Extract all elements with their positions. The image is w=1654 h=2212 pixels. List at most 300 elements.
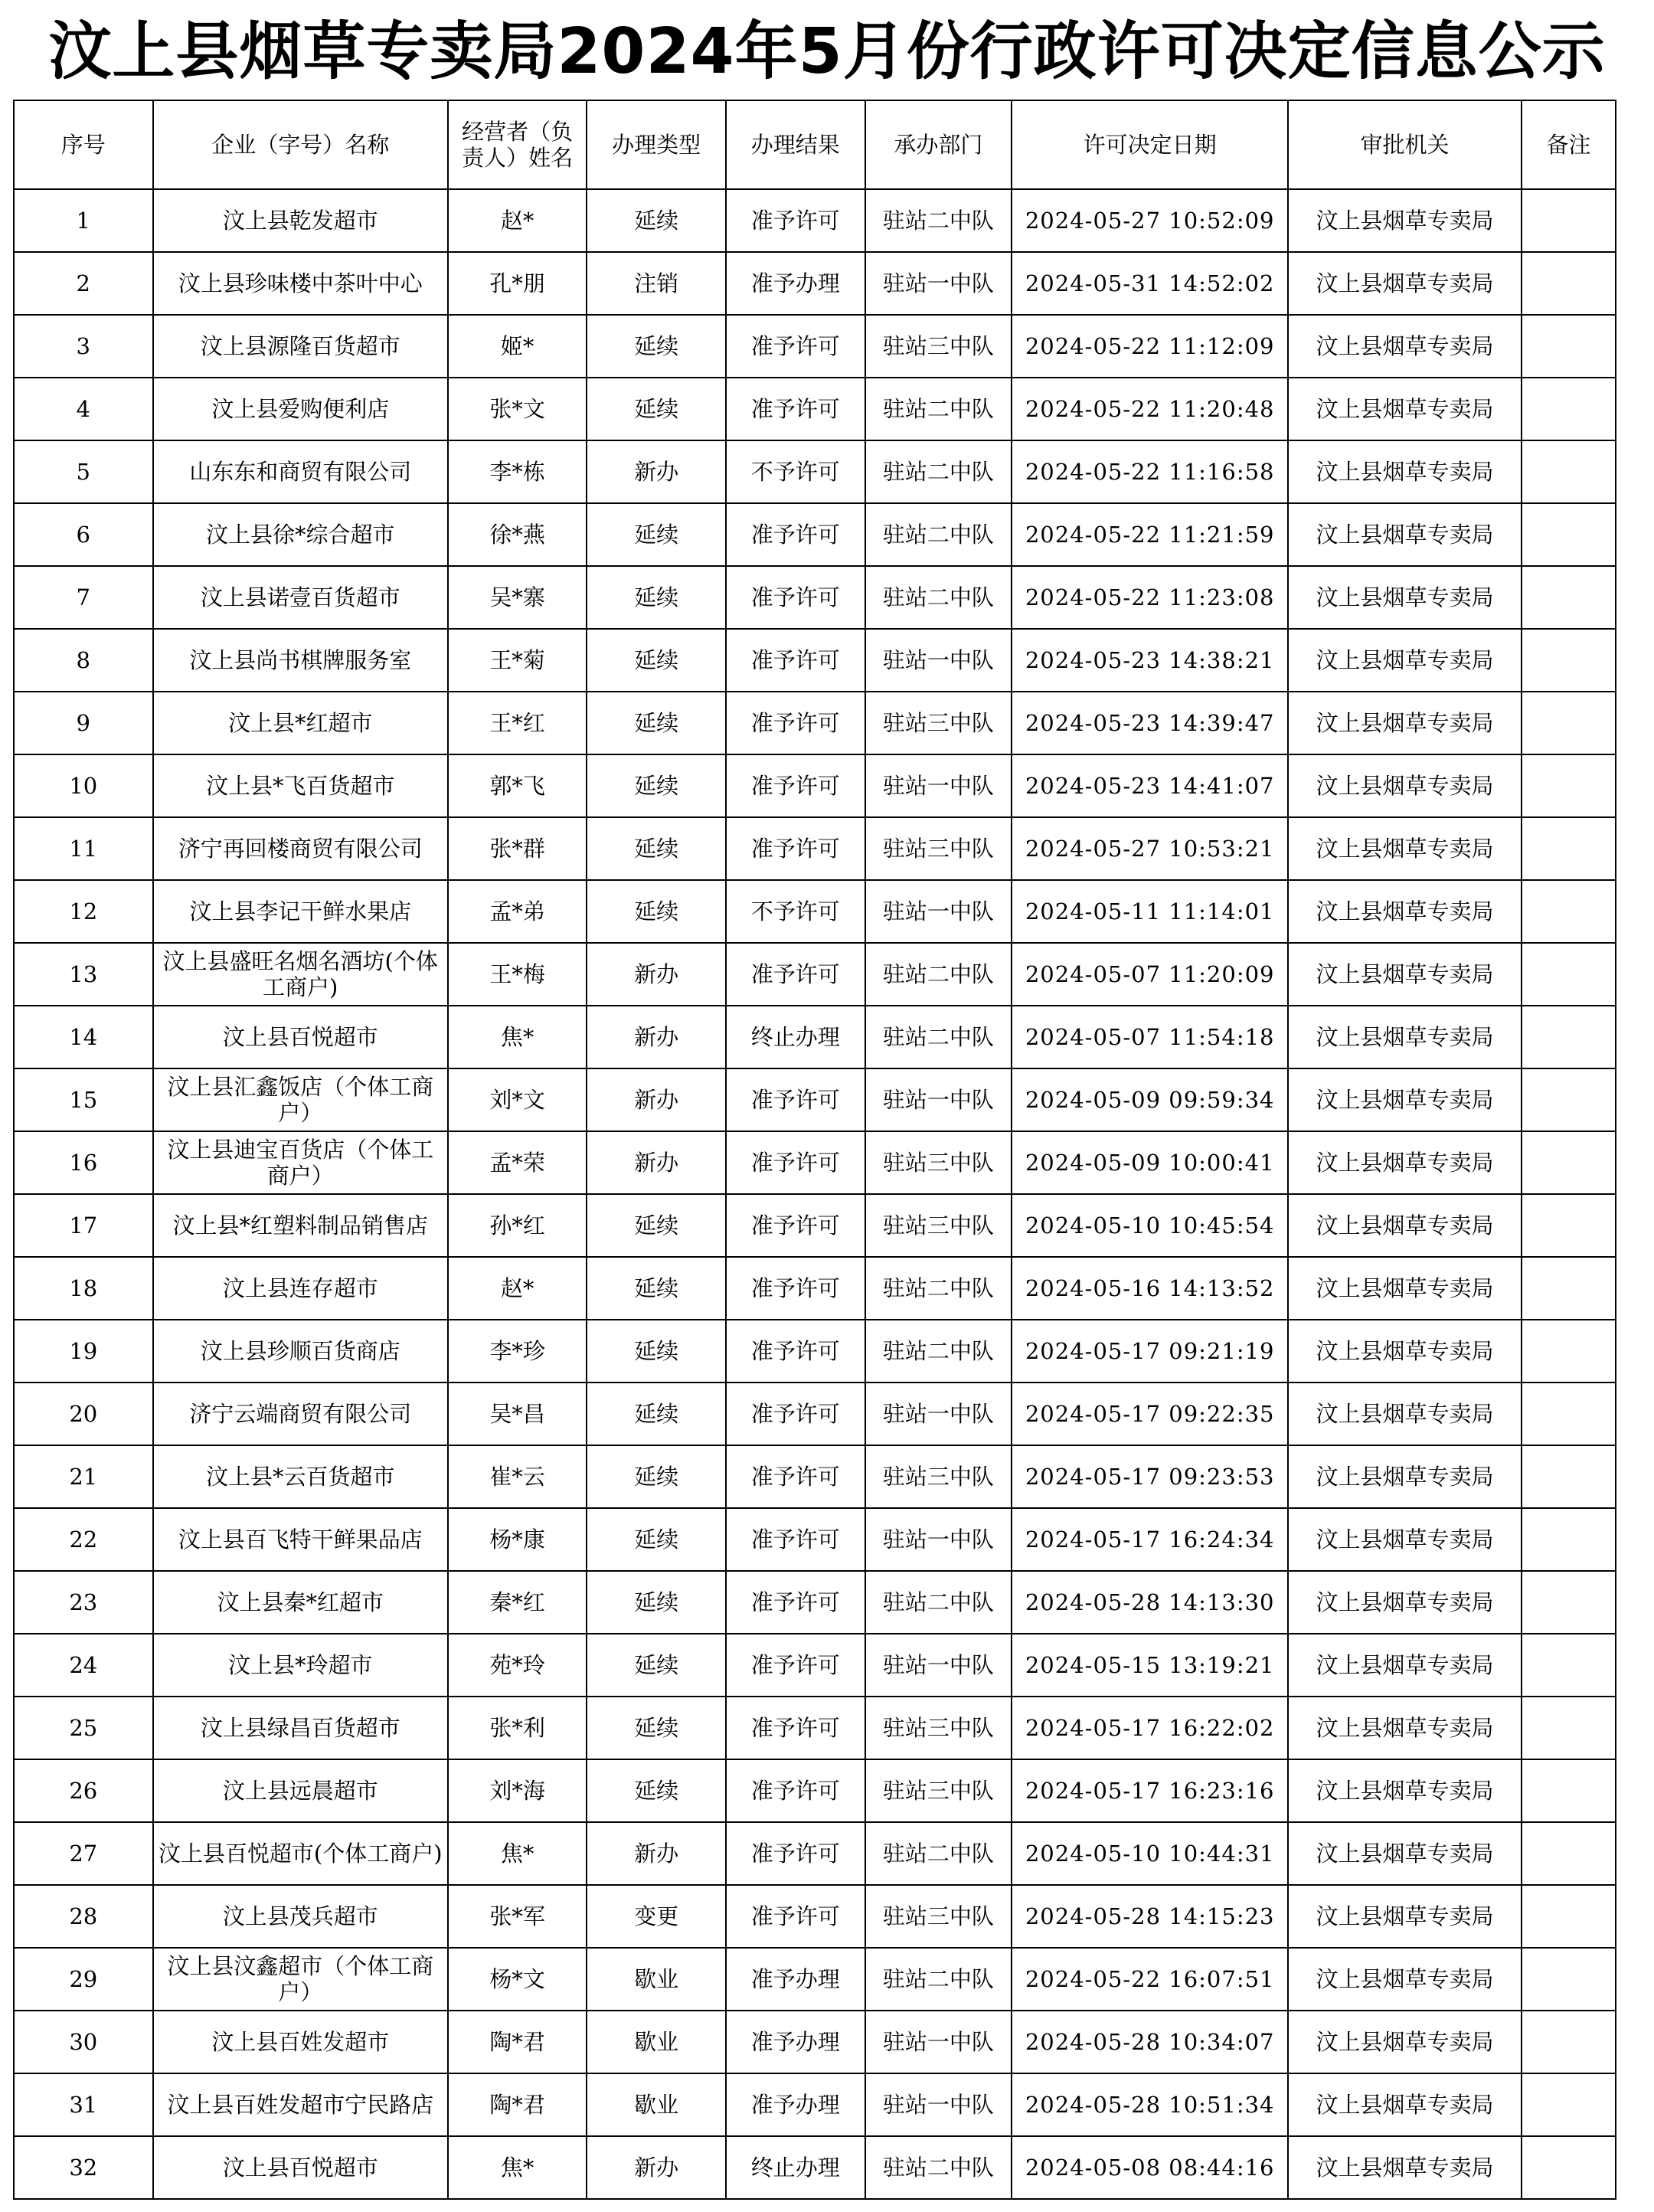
table-row [14, 1697, 1616, 1759]
cell-result: 准予许可 [726, 1320, 865, 1382]
cell-operator: 张*军 [448, 1885, 587, 1948]
cell-authority: 汶上县烟草专卖局 [1288, 943, 1522, 1006]
table-row [14, 189, 1616, 252]
table-row [14, 880, 1616, 943]
cell-date: 2024-05-11 11:14:01 [1012, 880, 1288, 943]
cell-dept: 驻站一中队 [865, 1068, 1012, 1131]
cell-date: 2024-05-23 14:41:07 [1012, 754, 1288, 817]
cell-date: 2024-05-07 11:54:18 [1012, 1006, 1288, 1068]
cell-operator: 杨*文 [448, 1948, 587, 2011]
header-remark: 备注 [1522, 100, 1616, 189]
cell-remark [1522, 2011, 1616, 2073]
cell-result: 准予许可 [726, 1257, 865, 1320]
cell-name: 汶上县秦*红超市 [153, 1571, 448, 1634]
cell-authority: 汶上县烟草专卖局 [1288, 1634, 1522, 1697]
table-row [14, 1382, 1616, 1445]
cell-name: 汶上县*红超市 [153, 692, 448, 754]
cell-remark [1522, 817, 1616, 880]
table-row [14, 1194, 1616, 1257]
table-row [14, 1571, 1616, 1634]
cell-seq: 5 [14, 440, 153, 503]
cell-result: 准予办理 [726, 252, 865, 315]
cell-name: 汶上县百飞特干鲜果品店 [153, 1508, 448, 1571]
cell-date: 2024-05-31 14:52:02 [1012, 252, 1288, 315]
cell-operator: 陶*君 [448, 2073, 587, 2136]
cell-date: 2024-05-10 10:44:31 [1012, 1822, 1288, 1885]
cell-operator: 焦* [448, 1822, 587, 1885]
cell-type: 延续 [587, 1445, 726, 1508]
cell-date: 2024-05-17 16:22:02 [1012, 1697, 1288, 1759]
cell-authority: 汶上县烟草专卖局 [1288, 817, 1522, 880]
cell-result: 准予许可 [726, 1571, 865, 1634]
cell-operator: 郭*飞 [448, 754, 587, 817]
cell-date: 2024-05-07 11:20:09 [1012, 943, 1288, 1006]
header-result: 办理结果 [726, 100, 865, 189]
cell-remark [1522, 1571, 1616, 1634]
cell-operator: 李*栋 [448, 440, 587, 503]
cell-type: 歇业 [587, 2073, 726, 2136]
cell-name: 汶上县*玲超市 [153, 1634, 448, 1697]
cell-authority: 汶上县烟草专卖局 [1288, 629, 1522, 692]
cell-type: 歇业 [587, 1948, 726, 2011]
cell-date: 2024-05-22 11:20:48 [1012, 378, 1288, 440]
cell-remark [1522, 1445, 1616, 1508]
table-row [14, 1508, 1616, 1571]
cell-result: 准予许可 [726, 629, 865, 692]
cell-dept: 驻站三中队 [865, 315, 1012, 378]
cell-result: 准予许可 [726, 1131, 865, 1194]
cell-type: 延续 [587, 880, 726, 943]
cell-remark [1522, 1320, 1616, 1382]
cell-name: 汶上县爱购便利店 [153, 378, 448, 440]
cell-remark [1522, 1257, 1616, 1320]
cell-seq: 3 [14, 315, 153, 378]
cell-type: 延续 [587, 1571, 726, 1634]
cell-date: 2024-05-17 09:23:53 [1012, 1445, 1288, 1508]
cell-operator: 杨*康 [448, 1508, 587, 1571]
cell-remark [1522, 1194, 1616, 1257]
cell-type: 延续 [587, 503, 726, 566]
cell-name: 汶上县远晨超市 [153, 1759, 448, 1822]
cell-name: 汶上县连存超市 [153, 1257, 448, 1320]
cell-name: 汶上县*云百货超市 [153, 1445, 448, 1508]
table-row [14, 817, 1616, 880]
cell-authority: 汶上县烟草专卖局 [1288, 189, 1522, 252]
cell-authority: 汶上县烟草专卖局 [1288, 1194, 1522, 1257]
cell-dept: 驻站一中队 [865, 2073, 1012, 2136]
cell-operator: 王*菊 [448, 629, 587, 692]
cell-result: 准予许可 [726, 817, 865, 880]
cell-type: 延续 [587, 378, 726, 440]
cell-dept: 驻站三中队 [865, 1131, 1012, 1194]
cell-remark [1522, 503, 1616, 566]
cell-name: 汶上县乾发超市 [153, 189, 448, 252]
cell-operator: 孔*朋 [448, 252, 587, 315]
cell-remark [1522, 1006, 1616, 1068]
header-authority: 审批机关 [1288, 100, 1522, 189]
cell-authority: 汶上县烟草专卖局 [1288, 2073, 1522, 2136]
cell-type: 新办 [587, 1006, 726, 1068]
page-title: 汶上县烟草专卖局2024年5月份行政许可决定信息公示 [48, 15, 1606, 88]
cell-dept: 驻站二中队 [865, 943, 1012, 1006]
cell-type: 延续 [587, 189, 726, 252]
table-row [14, 1948, 1616, 2011]
cell-name: 汶上县百姓发超市宁民路店 [153, 2073, 448, 2136]
cell-result: 准予许可 [726, 315, 865, 378]
table-row [14, 754, 1616, 817]
cell-seq: 21 [14, 1445, 153, 1508]
cell-remark [1522, 1759, 1616, 1822]
cell-seq: 28 [14, 1885, 153, 1948]
cell-result: 准予许可 [726, 692, 865, 754]
cell-authority: 汶上县烟草专卖局 [1288, 1382, 1522, 1445]
cell-authority: 汶上县烟草专卖局 [1288, 754, 1522, 817]
cell-dept: 驻站三中队 [865, 1697, 1012, 1759]
cell-seq: 12 [14, 880, 153, 943]
table-row [14, 503, 1616, 566]
cell-operator: 王*红 [448, 692, 587, 754]
cell-dept: 驻站一中队 [865, 1382, 1012, 1445]
cell-operator: 张*文 [448, 378, 587, 440]
cell-seq: 2 [14, 252, 153, 315]
cell-authority: 汶上县烟草专卖局 [1288, 1759, 1522, 1822]
cell-seq: 16 [14, 1131, 153, 1194]
cell-remark [1522, 2136, 1616, 2199]
cell-remark [1522, 566, 1616, 629]
table-body [14, 189, 1616, 2199]
cell-type: 延续 [587, 566, 726, 629]
cell-date: 2024-05-15 13:19:21 [1012, 1634, 1288, 1697]
cell-operator: 焦* [448, 1006, 587, 1068]
cell-name: 汶上县盛旺名烟名酒坊(个体工商户) [153, 943, 448, 1006]
table-row [14, 1257, 1616, 1320]
cell-seq: 8 [14, 629, 153, 692]
cell-type: 注销 [587, 252, 726, 315]
table-row [14, 692, 1616, 754]
table-row [14, 1006, 1616, 1068]
table-row [14, 1131, 1616, 1194]
cell-seq: 13 [14, 943, 153, 1006]
table-row [14, 315, 1616, 378]
cell-dept: 驻站二中队 [865, 189, 1012, 252]
cell-type: 新办 [587, 1131, 726, 1194]
cell-type: 延续 [587, 315, 726, 378]
cell-name: 汶上县*红塑料制品销售店 [153, 1194, 448, 1257]
cell-remark [1522, 252, 1616, 315]
cell-dept: 驻站三中队 [865, 1885, 1012, 1948]
cell-dept: 驻站三中队 [865, 1194, 1012, 1257]
cell-seq: 31 [14, 2073, 153, 2136]
table-row [14, 1634, 1616, 1697]
cell-authority: 汶上县烟草专卖局 [1288, 1948, 1522, 2011]
cell-remark [1522, 1822, 1616, 1885]
cell-seq: 7 [14, 566, 153, 629]
cell-date: 2024-05-27 10:53:21 [1012, 817, 1288, 880]
cell-authority: 汶上县烟草专卖局 [1288, 1068, 1522, 1131]
cell-dept: 驻站二中队 [865, 1948, 1012, 2011]
cell-name: 汶上县*飞百货超市 [153, 754, 448, 817]
cell-dept: 驻站一中队 [865, 754, 1012, 817]
cell-result: 准予许可 [726, 1445, 865, 1508]
cell-result: 准予许可 [726, 1508, 865, 1571]
cell-dept: 驻站二中队 [865, 566, 1012, 629]
cell-operator: 刘*海 [448, 1759, 587, 1822]
cell-authority: 汶上县烟草专卖局 [1288, 252, 1522, 315]
cell-remark [1522, 1068, 1616, 1131]
cell-type: 延续 [587, 1508, 726, 1571]
cell-dept: 驻站二中队 [865, 2136, 1012, 2199]
cell-seq: 25 [14, 1697, 153, 1759]
table-row [14, 1885, 1616, 1948]
cell-result: 准予许可 [726, 1759, 865, 1822]
table-row [14, 1320, 1616, 1382]
cell-seq: 26 [14, 1759, 153, 1822]
cell-remark [1522, 629, 1616, 692]
cell-type: 延续 [587, 817, 726, 880]
cell-dept: 驻站一中队 [865, 1634, 1012, 1697]
cell-name: 济宁云端商贸有限公司 [153, 1382, 448, 1445]
cell-date: 2024-05-08 08:44:16 [1012, 2136, 1288, 2199]
cell-operator: 赵* [448, 189, 587, 252]
cell-name: 汶上县汇鑫饭店（个体工商户） [153, 1068, 448, 1131]
cell-operator: 孙*红 [448, 1194, 587, 1257]
cell-name: 汶上县徐*综合超市 [153, 503, 448, 566]
cell-date: 2024-05-28 14:13:30 [1012, 1571, 1288, 1634]
cell-type: 延续 [587, 1382, 726, 1445]
cell-seq: 9 [14, 692, 153, 754]
table-row [14, 1445, 1616, 1508]
cell-authority: 汶上县烟草专卖局 [1288, 503, 1522, 566]
cell-result: 准予许可 [726, 566, 865, 629]
cell-remark [1522, 943, 1616, 1006]
cell-operator: 吴*寨 [448, 566, 587, 629]
header-name: 企业（字号）名称 [153, 100, 448, 189]
cell-dept: 驻站一中队 [865, 1508, 1012, 1571]
cell-date: 2024-05-22 11:21:59 [1012, 503, 1288, 566]
cell-dept: 驻站三中队 [865, 692, 1012, 754]
table-row [14, 440, 1616, 503]
cell-seq: 20 [14, 1382, 153, 1445]
cell-date: 2024-05-22 11:23:08 [1012, 566, 1288, 629]
cell-authority: 汶上县烟草专卖局 [1288, 1822, 1522, 1885]
cell-type: 新办 [587, 2136, 726, 2199]
cell-operator: 秦*红 [448, 1571, 587, 1634]
cell-date: 2024-05-28 14:15:23 [1012, 1885, 1288, 1948]
cell-operator: 孟*弟 [448, 880, 587, 943]
cell-operator: 李*珍 [448, 1320, 587, 1382]
table-row [14, 1822, 1616, 1885]
cell-dept: 驻站二中队 [865, 378, 1012, 440]
cell-operator: 张*利 [448, 1697, 587, 1759]
cell-authority: 汶上县烟草专卖局 [1288, 2136, 1522, 2199]
cell-authority: 汶上县烟草专卖局 [1288, 1257, 1522, 1320]
cell-date: 2024-05-22 11:16:58 [1012, 440, 1288, 503]
cell-date: 2024-05-23 14:38:21 [1012, 629, 1288, 692]
cell-authority: 汶上县烟草专卖局 [1288, 1508, 1522, 1571]
cell-name: 汶上县迪宝百货店（个体工商户） [153, 1131, 448, 1194]
cell-remark [1522, 189, 1616, 252]
cell-remark [1522, 754, 1616, 817]
cell-remark [1522, 880, 1616, 943]
cell-operator: 姬* [448, 315, 587, 378]
cell-dept: 驻站三中队 [865, 1759, 1012, 1822]
cell-operator: 陶*君 [448, 2011, 587, 2073]
cell-dept: 驻站一中队 [865, 2011, 1012, 2073]
cell-dept: 驻站一中队 [865, 629, 1012, 692]
cell-seq: 6 [14, 503, 153, 566]
cell-type: 延续 [587, 1697, 726, 1759]
cell-result: 准予许可 [726, 1382, 865, 1445]
cell-authority: 汶上县烟草专卖局 [1288, 378, 1522, 440]
cell-remark [1522, 692, 1616, 754]
cell-operator: 焦* [448, 2136, 587, 2199]
cell-seq: 32 [14, 2136, 153, 2199]
cell-result: 不予许可 [726, 880, 865, 943]
cell-dept: 驻站二中队 [865, 1571, 1012, 1634]
cell-result: 准予许可 [726, 189, 865, 252]
cell-dept: 驻站二中队 [865, 1822, 1012, 1885]
table-row [14, 2011, 1616, 2073]
cell-name: 汶上县百姓发超市 [153, 2011, 448, 2073]
cell-seq: 10 [14, 754, 153, 817]
cell-seq: 14 [14, 1006, 153, 1068]
cell-date: 2024-05-17 16:24:34 [1012, 1508, 1288, 1571]
cell-seq: 18 [14, 1257, 153, 1320]
cell-remark [1522, 378, 1616, 440]
cell-remark [1522, 1634, 1616, 1697]
cell-dept: 驻站三中队 [865, 817, 1012, 880]
header-type: 办理类型 [587, 100, 726, 189]
cell-name: 汶上县李记干鲜水果店 [153, 880, 448, 943]
cell-name: 汶上县珍顺百货商店 [153, 1320, 448, 1382]
table-row [14, 378, 1616, 440]
cell-name: 汶上县尚书棋牌服务室 [153, 629, 448, 692]
cell-type: 新办 [587, 440, 726, 503]
cell-type: 延续 [587, 1194, 726, 1257]
cell-authority: 汶上县烟草专卖局 [1288, 315, 1522, 378]
cell-date: 2024-05-22 11:12:09 [1012, 315, 1288, 378]
cell-date: 2024-05-16 14:13:52 [1012, 1257, 1288, 1320]
cell-name: 汶上县绿昌百货超市 [153, 1697, 448, 1759]
table-row [14, 943, 1616, 1006]
cell-type: 歇业 [587, 2011, 726, 2073]
cell-result: 准予办理 [726, 2011, 865, 2073]
cell-type: 延续 [587, 1759, 726, 1822]
cell-result: 终止办理 [726, 2136, 865, 2199]
cell-remark [1522, 1697, 1616, 1759]
cell-type: 新办 [587, 943, 726, 1006]
cell-date: 2024-05-17 16:23:16 [1012, 1759, 1288, 1822]
cell-remark [1522, 1885, 1616, 1948]
cell-name: 汶上县诺壹百货超市 [153, 566, 448, 629]
cell-date: 2024-05-28 10:51:34 [1012, 2073, 1288, 2136]
cell-remark [1522, 1382, 1616, 1445]
cell-date: 2024-05-17 09:21:19 [1012, 1320, 1288, 1382]
cell-authority: 汶上县烟草专卖局 [1288, 1445, 1522, 1508]
cell-dept: 驻站一中队 [865, 252, 1012, 315]
cell-result: 准予许可 [726, 1885, 865, 1948]
table-row [14, 2136, 1616, 2199]
table-row [14, 566, 1616, 629]
cell-type: 延续 [587, 754, 726, 817]
cell-result: 准予许可 [726, 1194, 865, 1257]
cell-authority: 汶上县烟草专卖局 [1288, 1697, 1522, 1759]
cell-authority: 汶上县烟草专卖局 [1288, 1885, 1522, 1948]
cell-type: 延续 [587, 692, 726, 754]
cell-authority: 汶上县烟草专卖局 [1288, 692, 1522, 754]
cell-date: 2024-05-28 10:34:07 [1012, 2011, 1288, 2073]
cell-authority: 汶上县烟草专卖局 [1288, 1131, 1522, 1194]
cell-type: 新办 [587, 1068, 726, 1131]
cell-seq: 23 [14, 1571, 153, 1634]
cell-dept: 驻站一中队 [865, 880, 1012, 943]
cell-date: 2024-05-22 16:07:51 [1012, 1948, 1288, 2011]
cell-seq: 17 [14, 1194, 153, 1257]
cell-authority: 汶上县烟草专卖局 [1288, 880, 1522, 943]
cell-result: 准予许可 [726, 1697, 865, 1759]
cell-date: 2024-05-23 14:39:47 [1012, 692, 1288, 754]
cell-name: 汶上县茂兵超市 [153, 1885, 448, 1948]
cell-date: 2024-05-17 09:22:35 [1012, 1382, 1288, 1445]
cell-date: 2024-05-27 10:52:09 [1012, 189, 1288, 252]
table-header-row [14, 100, 1616, 189]
cell-seq: 27 [14, 1822, 153, 1885]
cell-operator: 徐*燕 [448, 503, 587, 566]
cell-seq: 15 [14, 1068, 153, 1131]
license-table [13, 100, 1616, 2200]
cell-operator: 崔*云 [448, 1445, 587, 1508]
cell-remark [1522, 1508, 1616, 1571]
cell-seq: 30 [14, 2011, 153, 2073]
cell-authority: 汶上县烟草专卖局 [1288, 440, 1522, 503]
cell-seq: 29 [14, 1948, 153, 2011]
cell-result: 准予许可 [726, 378, 865, 440]
header-dept: 承办部门 [865, 100, 1012, 189]
cell-authority: 汶上县烟草专卖局 [1288, 1571, 1522, 1634]
cell-type: 延续 [587, 1634, 726, 1697]
cell-seq: 11 [14, 817, 153, 880]
cell-name: 汶上县百悦超市 [153, 1006, 448, 1068]
header-operator: 经营者（负责人）姓名 [448, 100, 587, 189]
cell-operator: 王*梅 [448, 943, 587, 1006]
cell-operator: 赵* [448, 1257, 587, 1320]
cell-type: 延续 [587, 1257, 726, 1320]
table-row [14, 629, 1616, 692]
cell-remark [1522, 1131, 1616, 1194]
cell-authority: 汶上县烟草专卖局 [1288, 1006, 1522, 1068]
cell-type: 变更 [587, 1885, 726, 1948]
cell-result: 终止办理 [726, 1006, 865, 1068]
cell-seq: 4 [14, 378, 153, 440]
table-row [14, 252, 1616, 315]
cell-authority: 汶上县烟草专卖局 [1288, 2011, 1522, 2073]
table-row [14, 1759, 1616, 1822]
cell-name: 济宁再回楼商贸有限公司 [153, 817, 448, 880]
cell-seq: 24 [14, 1634, 153, 1697]
cell-dept: 驻站二中队 [865, 503, 1012, 566]
cell-result: 准予许可 [726, 503, 865, 566]
cell-operator: 苑*玲 [448, 1634, 587, 1697]
cell-name: 汶上县汶鑫超市（个体工商户） [153, 1948, 448, 2011]
cell-remark [1522, 1948, 1616, 2011]
cell-authority: 汶上县烟草专卖局 [1288, 566, 1522, 629]
cell-date: 2024-05-09 10:00:41 [1012, 1131, 1288, 1194]
cell-type: 新办 [587, 1822, 726, 1885]
cell-type: 延续 [587, 1320, 726, 1382]
cell-operator: 刘*文 [448, 1068, 587, 1131]
cell-name: 汶上县百悦超市(个体工商户) [153, 1822, 448, 1885]
cell-result: 准予许可 [726, 1068, 865, 1131]
